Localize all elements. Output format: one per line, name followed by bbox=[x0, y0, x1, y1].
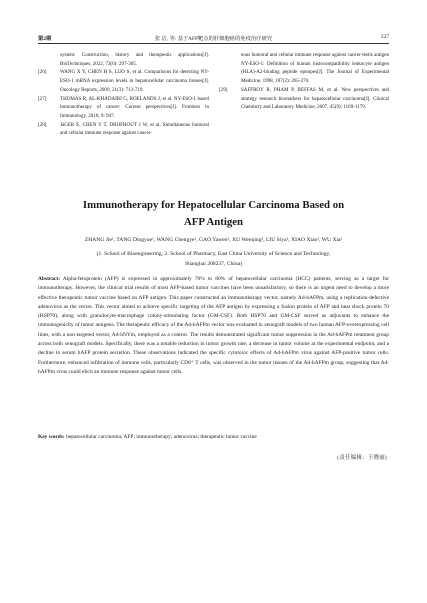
running-title: 张 洁, 等: 基于AFP靶点的肝细胞癌的免疫治疗研究 bbox=[154, 36, 273, 42]
keywords-label: Key words: bbox=[38, 434, 65, 440]
title-line-2: AFP Antigen bbox=[183, 216, 244, 228]
affiliation-line-1: (1. School of Bioengineering; 2. School of Pharmacy, East China University of Science and Technology, bbox=[96, 251, 331, 257]
reference-item: system: Construction, history and therapeutic applications[J]. BioTechniques, 2022, 73(6): 297-305. bbox=[60, 52, 209, 67]
header-divider bbox=[38, 43, 389, 44]
reference-item: [26] WANG X Y, CHEN H S, LUO S, et al. Comparisons for detecting NY-ESO-1 mRNA expression levels in hepatocellular carcinoma tissues[J]. Oncology Reports, 2009, 21(3): 713-719. bbox=[38, 69, 209, 93]
affiliation-line-2: Shanghai 200237, China) bbox=[184, 261, 243, 267]
page-number: 227 bbox=[381, 34, 389, 40]
reference-item: [27] THOMAS R, AL-KHADAIRI G, ROELANDS J, et al. NY-ESO-1 based immunotherapy of cancer: Current perspectives[J]. Frontiers in Immunology, 2018, 9: 947. bbox=[38, 95, 209, 119]
references-left-column bbox=[38, 51, 209, 138]
abstract bbox=[38, 275, 389, 377]
references-right-column bbox=[219, 51, 389, 112]
reference-item: [28] JäGER E, CHEN Y T, DRIJFHOUT J W, et al. Simultaneous humoral and cellular immune response against cancer- bbox=[38, 121, 209, 137]
issue-number: 第2期 bbox=[38, 36, 52, 42]
keywords bbox=[38, 433, 389, 442]
affiliation bbox=[30, 249, 397, 269]
reference-item: [29] SAFFROY R, PHAM P, REFFAS M, et al. New perspectives and strategy research biomarkers for hepatocellular carcinoma[J]. Clinical Chemistry and Laboratory Medicine, 2007, 45(9): 1169-1179. bbox=[219, 86, 389, 111]
responsible-editor: (责任编辑：王晓丽) bbox=[337, 455, 387, 461]
reference-item: eous humoral and cellular immune response against cancer-testis antigen NY-ESO-1: Definition of human histocompatibility leukocyte antigen (HLA)-A2-binding peptide epitopes[J]. The Journal of Experimental Medicine, 1998, 187(2): 265-270. bbox=[241, 52, 389, 85]
abstract-text: Alpha-fetoprotein (AFP) is expressed in approximately 70% to 80% of hepatocellular carcinoma (HCC) patients, serving as a target for immunotherapy. However, the clinical trial results of most AFP-based tumor vaccines have been unsatisfactory, so there is an urgent need to develop a more effective therapeutic tumor vaccine based on AFP antigen. This paper constructed an immunotherapy vector, namely Ad-hAFPm, using a replication-defective adenovirus as the vector. This vector aimed to achieve specific targeting of the AFP antigen by expressing a fusion protein of AFP and heat shock protein 70 (HSP70), along with granulocyte-macrophage colony-stimulating factor (GM-CSF). Both HSP70 and GM-CSF served as adjuvants to enhance the immunogenicity of tumor antigens. The therapeutic efficacy of the Ad-hAFPm vector was evaluated in xenograft models of two human AFP-overexpressing cell lines, with a non-targeted vector, Ad-hNYm, employed as a control. The results demonstrated significant tumor suppression in the Ad-hAFPm treatment group across both xenograft models. Specifically, there was a notable reduction in tumor growth rate, a decrease in tumor volume at the experimental endpoint, and a decline in serum hAFP protein secretion. These observations indicated the specific cytotoxic effects of Ad-hAFPm virus against AFP-positive tumor cells. Furthermore, enhanced infiltration of immune cells, particularly CD8⁺ T cells, was observed in the tumor tissues of the Ad-hAFPm group, suggesting that Ad-hAFPm virus could elicit an immune response against tumor cells. bbox=[38, 276, 389, 375]
abstract-label: Abstract: bbox=[38, 276, 61, 282]
title-line-1: Immunotherapy for Hepatocellular Carcinoma Based on bbox=[82, 199, 345, 211]
author-list: ZHANG Jie¹, TANG Dingyue¹, WANG Chengye², GAO Yawen², XU Wenqing², LIU Siya², XIAO Xiao², WU Xia² bbox=[84, 237, 343, 243]
keywords-text: hepatocellular carcinoma; AFP; immunotherapy; adenovirus; therapeutic tumor vaccine bbox=[64, 434, 257, 440]
paper-title bbox=[30, 197, 397, 231]
